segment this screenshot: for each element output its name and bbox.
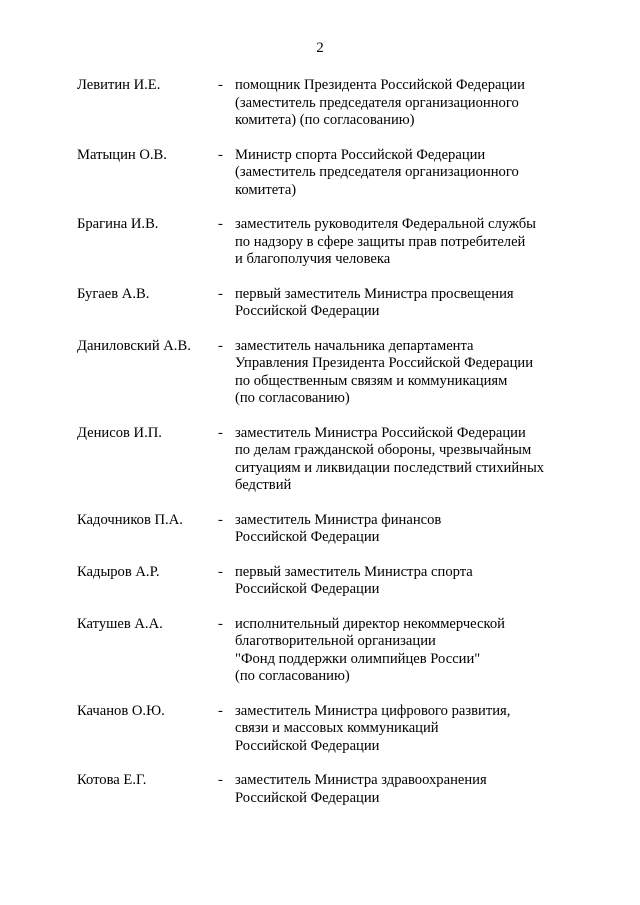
member-position xyxy=(235,772,575,807)
member-name: Катушев А.А. xyxy=(77,615,163,632)
position-line: по делам гражданской обороны, чрезвычайным xyxy=(235,442,532,458)
position-line: "Фонд поддержки олимпийцев России" xyxy=(235,650,481,667)
position-line: (заместитель председателя организационного xyxy=(235,94,519,111)
list-item xyxy=(0,147,640,200)
member-name: Денисов И.П. xyxy=(77,424,162,441)
position-line: связи и массовых коммуникаций xyxy=(235,720,439,736)
position-line: первый заместитель Министра просвещения xyxy=(235,285,514,302)
position-line: Российской Федерации xyxy=(235,737,380,754)
list-item xyxy=(0,512,640,547)
position-line: заместитель руководителя Федеральной службы xyxy=(235,216,536,232)
position-line: Российской Федерации xyxy=(235,581,380,597)
position-line: по общественным связям и коммуникациям xyxy=(235,372,508,389)
separator-dash: - xyxy=(218,216,223,232)
position-line: бедствий xyxy=(235,477,292,493)
position-line: заместитель начальника департамента xyxy=(235,337,474,354)
member-position xyxy=(235,512,575,547)
list-item xyxy=(0,772,640,807)
position-line: комитета) (по согласованию) xyxy=(235,112,415,128)
member-position xyxy=(235,147,575,200)
position-line: заместитель Министра цифрового развития, xyxy=(235,702,511,719)
position-line: Российской Федерации xyxy=(235,303,380,319)
list-item xyxy=(0,216,640,269)
member-name: Даниловский А.В. xyxy=(77,337,191,354)
list-item xyxy=(0,338,640,408)
list-item xyxy=(0,703,640,756)
position-line: ситуациям и ликвидации последствий стихийных xyxy=(235,459,545,476)
member-position xyxy=(235,703,575,756)
position-line: и благополучия человека xyxy=(235,251,391,267)
position-line: заместитель Министра Российской Федерации xyxy=(235,424,526,441)
separator-dash: - xyxy=(218,772,223,788)
separator-dash: - xyxy=(218,563,223,580)
position-line: (по согласованию) xyxy=(235,390,350,406)
position-line: помощник Президента Российской Федерации xyxy=(235,77,525,93)
member-position xyxy=(235,338,575,408)
member-position xyxy=(235,216,575,269)
member-name: Котова Е.Г. xyxy=(77,772,147,788)
member-list xyxy=(0,77,640,807)
position-line: исполнительный директор некоммерческой xyxy=(235,615,505,632)
position-line: Управления Президента Российской Федерации xyxy=(235,355,534,371)
list-item xyxy=(0,77,640,130)
position-line: по надзору в сфере защиты прав потребителей xyxy=(235,233,526,250)
separator-dash: - xyxy=(218,702,223,719)
member-name: Кадочников П.А. xyxy=(77,511,183,528)
list-item xyxy=(0,564,640,599)
separator-dash: - xyxy=(218,337,223,354)
separator-dash: - xyxy=(218,146,223,163)
member-position xyxy=(235,286,575,321)
separator-dash: - xyxy=(218,511,223,528)
page-number: 2 xyxy=(316,40,324,56)
position-line: заместитель Министра здравоохранения xyxy=(235,772,487,788)
separator-dash: - xyxy=(218,615,223,632)
member-name: Кадыров А.Р. xyxy=(77,563,160,580)
list-item xyxy=(0,425,640,495)
member-name: Бугаев А.В. xyxy=(77,285,150,302)
position-line: Российской Федерации xyxy=(235,789,380,806)
member-name: Матыцин О.В. xyxy=(77,146,167,163)
list-item xyxy=(0,616,640,686)
member-name: Левитин И.Е. xyxy=(77,77,161,93)
separator-dash: - xyxy=(218,424,223,441)
list-item xyxy=(0,286,640,321)
separator-dash: - xyxy=(218,285,223,302)
member-name: Качанов О.Ю. xyxy=(77,702,165,719)
member-position xyxy=(235,564,575,599)
position-line: Российской Федерации xyxy=(235,529,380,545)
separator-dash: - xyxy=(218,77,223,93)
position-line: (по согласованию) xyxy=(235,668,350,684)
member-position xyxy=(235,425,575,495)
position-line: (заместитель председателя организационного xyxy=(235,164,519,180)
position-line: благотворительной организации xyxy=(235,633,436,649)
member-name: Брагина И.В. xyxy=(77,216,159,232)
position-line: Министр спорта Российской Федерации xyxy=(235,146,486,163)
position-line: первый заместитель Министра спорта xyxy=(235,563,473,580)
member-position xyxy=(235,616,575,686)
position-line: комитета) xyxy=(235,181,297,198)
member-position xyxy=(235,77,575,130)
position-line: заместитель Министра финансов xyxy=(235,511,442,528)
